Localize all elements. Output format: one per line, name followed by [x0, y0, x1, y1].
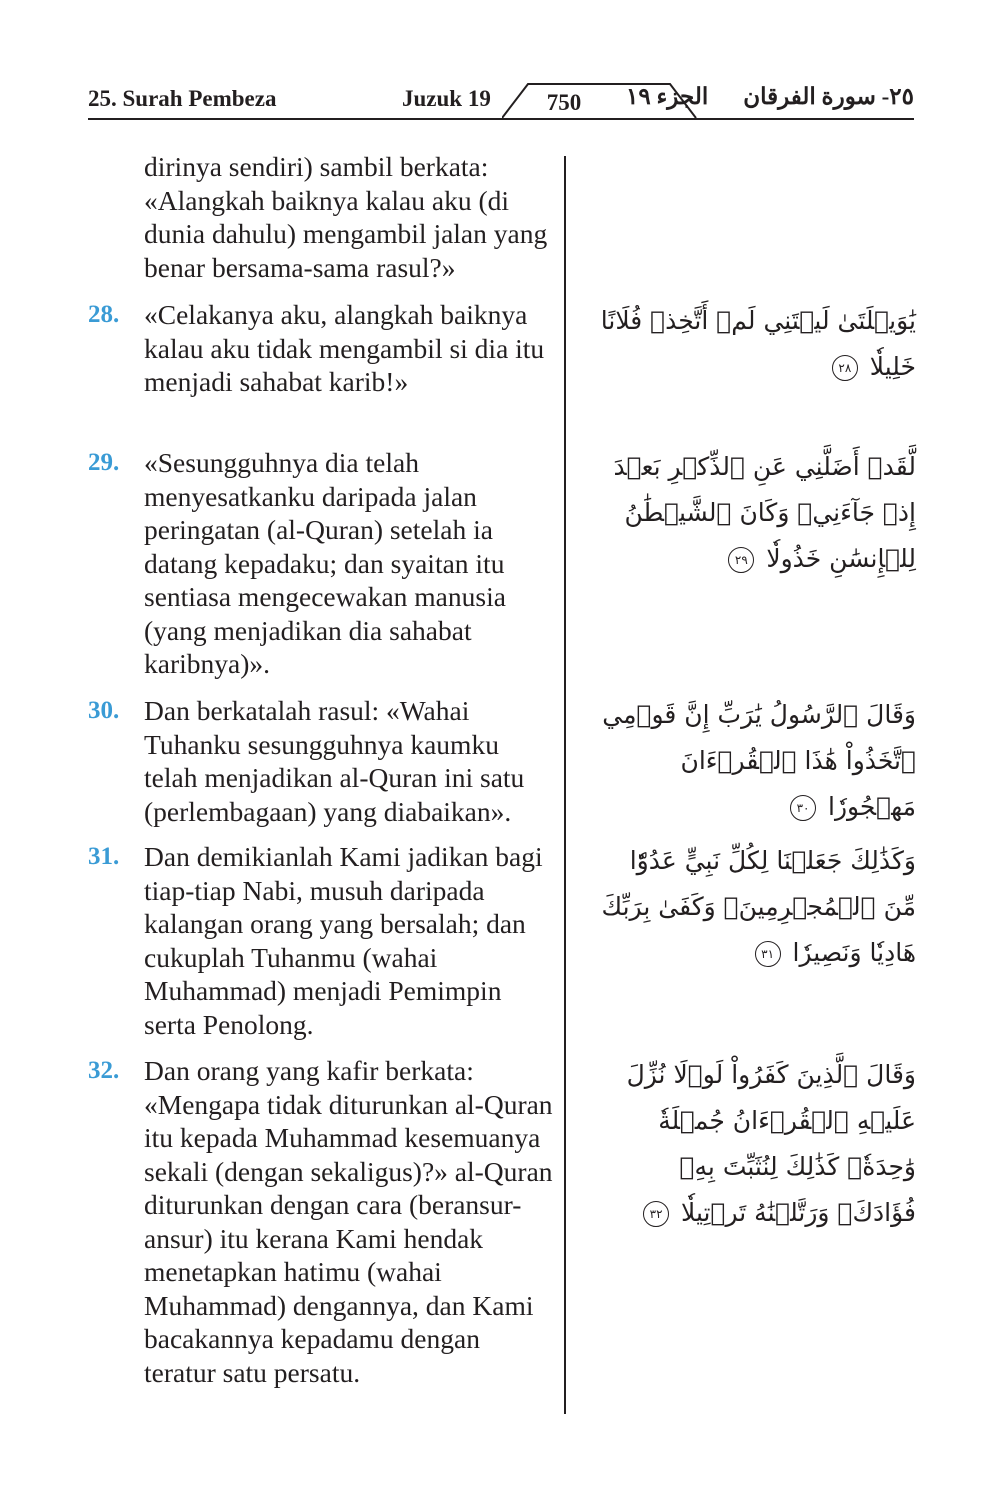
- verse-number: 28.: [88, 301, 120, 328]
- juz-arabic: الجزء ١٩: [626, 84, 709, 109]
- arabic-verse-30: [596, 692, 916, 830]
- ayah-marker: ٣٠: [790, 795, 816, 821]
- verse-translation: Dan berkatalah rasul: «Wahai Tuhanku sesungguhnya kaumku telah menjadikan al-Quran ini satu (perlembagaan) yang diabaikan».: [144, 695, 525, 827]
- arabic-text: لَّقَدۡ أَضَلَّنِي عَنِ ٱلذِّكۡرِ بَعۡدَ إِذۡ جَآءَنِيۗ وَكَانَ ٱلشَّيۡطَٰنُ لِلۡإِنسَٰنِ خَذُولٗا: [613, 452, 916, 573]
- arabic-verse-29: [596, 444, 916, 582]
- verse-translation: «Sesungguhnya dia telah menyesatkanku daripada jalan peringatan (al-Quran) setelah ia datang kepadaku; dan syaitan itu sentiasa mengecewakan manusia (yang menjadikan dia sahabat karibnya)».: [144, 447, 506, 679]
- arabic-verse-32: [596, 1052, 916, 1236]
- ayah-marker: ٢٨: [832, 355, 858, 381]
- page-number: 750: [546, 90, 582, 115]
- verse-translation: Dan demikianlah Kami jadikan bagi tiap-tiap Nabi, musuh daripada kalangan orang yang bersalah; dan cukuplah Tuhanmu (wahai Muhammad) menjadi Pemimpin serta Penolong.: [144, 841, 543, 1040]
- ayah-marker: ٣١: [755, 941, 781, 967]
- header-rule: [88, 118, 914, 120]
- verse-number: 32.: [88, 1057, 120, 1084]
- ayah-marker: ٣٢: [643, 1201, 669, 1227]
- verse-translation: «Celakanya aku, alangkah baiknya kalau aku tidak mengambil si dia itu menjadi sahabat karib!»: [144, 299, 545, 397]
- arabic-verse-28: [596, 298, 916, 390]
- ayah-marker: ٢٩: [728, 547, 754, 573]
- verse-number: 31.: [88, 843, 120, 870]
- arabic-text: وَقَالَ ٱلرَّسُولُ يَٰرَبِّ إِنَّ قَوۡمِي ٱتَّخَذُواْ هَٰذَا ٱلۡقُرۡءَانَ مَهۡجُورٗا: [602, 700, 916, 821]
- continuation-text: dirinya sendiri) sambil berkata: «Alangkah baiknya kalau aku (di dunia dahulu) mengambil jalan yang benar bersama-sama rasul?»: [144, 151, 548, 283]
- verse-translation: Dan orang yang kafir berkata: «Mengapa tidak diturunkan al-Quran itu kepada Muhammad kesemuanya sekali (dengan sekaligus)?» al-Quran diturunkan dengan cara (beransur-ansur) itu kerana Kami hendak menetapkan hatimu (wahai Muhammad) dengannya, dan Kami bacakannya kepadamu dengan teratur satu persatu.: [144, 1055, 553, 1388]
- arabic-text: يَٰوَيۡلَتَىٰ لَيۡتَنِي لَمۡ أَتَّخِذۡ فُلَانًا خَلِيلٗا: [600, 306, 916, 381]
- page-header: [88, 80, 914, 122]
- arabic-text: وَكَذَٰلِكَ جَعَلۡنَا لِكُلِّ نَبِيٍّ عَدُوّٗا مِّنَ ٱلۡمُجۡرِمِينَۗ وَكَفَىٰ بِرَبِّكَ هَادِيٗا وَنَصِيرٗا: [601, 846, 916, 967]
- surah-title-arabic: ٢٥- سورة الفرقان: [743, 84, 914, 109]
- surah-title-latin: 25. Surah Pembeza: [88, 86, 277, 111]
- verse-number: 30.: [88, 697, 120, 724]
- arabic-verse-31: [596, 838, 916, 976]
- verse-number: 29.: [88, 449, 120, 476]
- arabic-text: وَقَالَ ٱلَّذِينَ كَفَرُواْ لَوۡلَا نُزِّلَ عَلَيۡهِ ٱلۡقُرۡءَانُ جُمۡلَةٗ وَٰحِدَةٗۚ كَذَٰلِكَ لِنُثَبِّتَ بِهِۦ فُؤَادَكَۖ وَرَتَّلۡنَٰهُ تَرۡتِيلٗا: [626, 1060, 916, 1227]
- juzuk-label: Juzuk 19: [402, 86, 491, 111]
- column-divider: [564, 156, 566, 1414]
